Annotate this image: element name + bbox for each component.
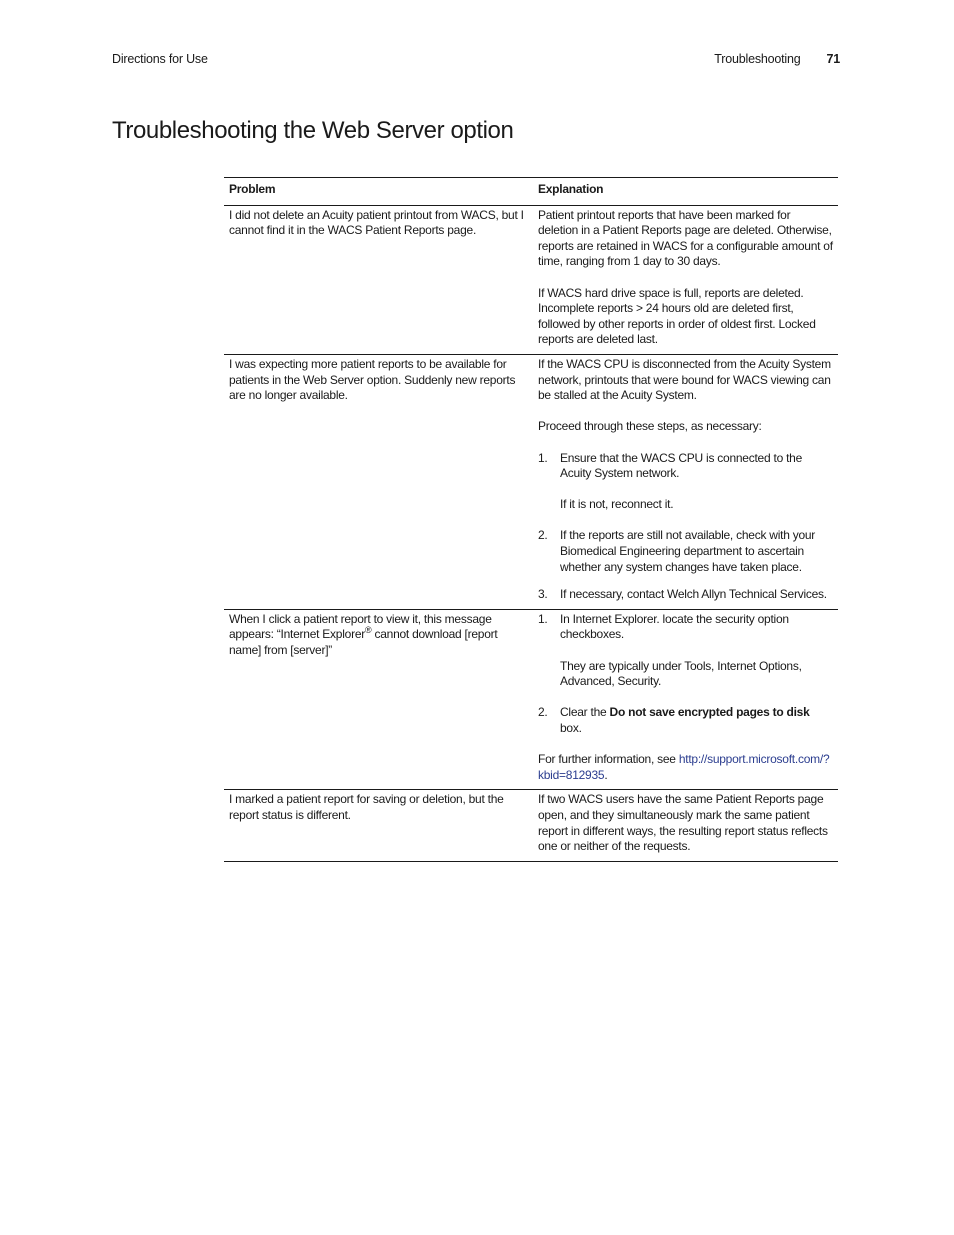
step-subtext: If it is not, reconnect it. [560, 497, 674, 512]
ui-option-name: Do not save encrypted pages to disk [609, 705, 810, 720]
running-header-section [714, 52, 840, 66]
numbered-step [538, 451, 833, 513]
page-number: 71 [826, 52, 840, 66]
page-title: Troubleshooting the Web Server option [112, 117, 514, 144]
problem-column-header: Problem [224, 178, 533, 206]
step-subtext: They are typically under Tools, Internet Options, Advanced, Security. [560, 658, 802, 689]
problem-cell [224, 609, 533, 790]
step-number: 3. [538, 587, 548, 602]
step-number: 2. [538, 705, 548, 720]
explanation-cell [533, 790, 838, 861]
explanation-paragraph: If WACS hard drive space is full, reports are deleted. Incomplete reports > 24 hours old are deleted first, followed by other reports in order of oldest first. Locked reports are deleted last. [538, 285, 816, 347]
explanation-paragraph: Patient printout reports that have been marked for deletion in a Patient Reports page are deleted. Otherwise, reports are retained in WACS for a configurable amount of time, ranging from 1 day to 30 days. [538, 207, 833, 269]
problem-text: I did not delete an Acuity patient printout from WACS, but I cannot find it in the WACS Patient Reports page. [229, 207, 524, 238]
running-header-doc-title: Directions for Use [112, 52, 208, 66]
step-number: 1. [538, 611, 548, 626]
explanation-paragraph: If the WACS CPU is disconnected from the Acuity System network, printouts that were bound for WACS viewing can be stalled at the Acuity System. [538, 356, 831, 403]
table-row [224, 790, 838, 861]
numbered-step [538, 612, 833, 690]
table-row [224, 205, 838, 354]
step-text: If the reports are still not available, check with your Biomedical Engineering department to ascertain whether any system changes have taken place. [560, 528, 816, 574]
troubleshooting-table [224, 177, 838, 862]
explanation-paragraph: Proceed through these steps, as necessary: [538, 419, 762, 434]
step-number: 1. [538, 450, 548, 465]
numbered-step [538, 705, 833, 736]
explanation-cell [533, 609, 838, 790]
section-name: Troubleshooting [714, 52, 801, 66]
explanation-cell [533, 205, 838, 354]
explanation-column-header: Explanation [533, 178, 838, 206]
table-row [224, 354, 838, 609]
registered-mark: ® [365, 625, 372, 636]
step-text: Clear the Do not save encrypted pages to disk box. [560, 705, 810, 735]
step-text: Ensure that the WACS CPU is connected to the Acuity System network. [560, 450, 803, 481]
problem-text: I marked a patient report for saving or deletion, but the report status is different. [229, 792, 504, 822]
table-header-row [224, 178, 838, 206]
explanation-paragraph: If two WACS users have the same Patient Reports page open, and they simultaneously mark the same patient report in different ways, the resulting report status reflects one or neither of the requests. [538, 792, 828, 854]
problem-text: When I click a patient report to view it, this message appears: “Internet Explorer® cannot download [report name] from [server]” [229, 611, 498, 658]
problem-text: I was expecting more patient reports to be available for patients in the Web Server option. Suddenly new reports are no longer available. [229, 356, 516, 403]
support-link[interactable]: http://support.microsoft.com/?kbid=812935 [538, 752, 830, 782]
problem-cell [224, 790, 533, 861]
step-text: If necessary, contact Welch Allyn Technical Services. [560, 587, 827, 602]
table-row [224, 609, 838, 790]
problem-cell [224, 205, 533, 354]
numbered-step [538, 587, 833, 603]
explanation-cell [533, 354, 838, 609]
further-info: For further information, see http://support.microsoft.com/?kbid=812935. [538, 752, 830, 782]
step-number: 2. [538, 528, 548, 543]
numbered-step [538, 528, 833, 575]
problem-cell [224, 354, 533, 609]
step-text: In Internet Explorer. locate the security option checkboxes. [560, 611, 789, 642]
